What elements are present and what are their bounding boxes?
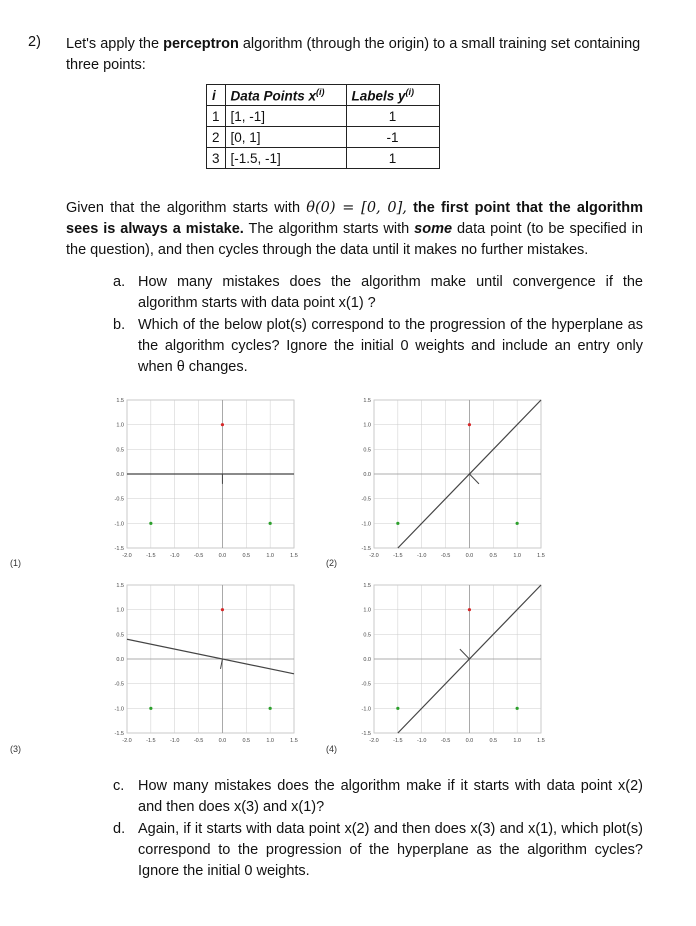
intro-bold: perceptron <box>163 36 239 52</box>
x-tick-label: -0.5 <box>193 553 204 559</box>
cell-point: [-1.5, -1] <box>225 148 346 169</box>
y-tick-label: -1.5 <box>114 546 124 552</box>
negative-point <box>468 608 471 611</box>
x-tick-label: -1.5 <box>393 553 403 559</box>
plots-group <box>10 398 545 754</box>
subquestion-b-text: Which of the below plot(s) correspond to the progression of the hyperplane as the algorithm cycles? Ignore the initial 0 weights and include an entry only when θ changes. <box>138 317 643 375</box>
plot-label: (3) <box>10 744 21 754</box>
given-some: some <box>414 221 453 237</box>
cell-label: -1 <box>346 127 439 148</box>
cell-i: 3 <box>207 148 226 169</box>
y-tick-label: 0.0 <box>363 657 371 663</box>
y-tick-label: 0.0 <box>116 472 124 478</box>
x-tick-label: -0.5 <box>193 738 204 744</box>
y-tick-label: -1.0 <box>114 706 124 713</box>
subquestion-c-label: c. <box>113 778 125 794</box>
x-tick-label: 0.0 <box>465 738 474 744</box>
cell-i: 1 <box>207 106 226 127</box>
y-tick-label: 1.0 <box>363 422 371 429</box>
y-tick-label: 0.0 <box>363 472 371 478</box>
x-tick-label: 0.0 <box>465 553 474 559</box>
subquestion-b <box>113 315 643 379</box>
y-tick-label: 0.5 <box>363 447 371 454</box>
x-tick-label: -1.5 <box>393 738 403 744</box>
x-tick-label: 0.5 <box>489 738 498 744</box>
intro-pre: Let's apply the <box>66 36 164 52</box>
x-tick-label: 1.0 <box>266 738 274 744</box>
positive-point <box>516 707 519 710</box>
x-tick-label: 1.5 <box>537 738 545 744</box>
header-points-text: Data Points x <box>230 88 317 104</box>
y-tick-label: 0.5 <box>116 632 124 639</box>
header-labels <box>346 85 439 106</box>
cell-point: [0, 1] <box>225 127 346 148</box>
header-labels-text: Labels y <box>351 88 406 104</box>
x-tick-label: 1.5 <box>537 553 545 559</box>
y-tick-label: -1.5 <box>361 546 371 552</box>
negative-point <box>468 423 471 426</box>
x-tick-label: -1.0 <box>169 553 180 559</box>
subquestion-d <box>113 819 643 883</box>
subquestion-a <box>113 272 643 316</box>
y-tick-label: 1.0 <box>363 607 371 614</box>
question-intro <box>66 34 656 76</box>
cell-label: 1 <box>346 148 439 169</box>
plot-label: (1) <box>10 558 21 568</box>
y-tick-label: -0.5 <box>114 496 124 503</box>
plot-label: (2) <box>326 558 337 568</box>
y-tick-label: -1.5 <box>361 731 371 737</box>
y-tick-label: -1.0 <box>361 521 371 528</box>
given-bold: the first point that the algorithm sees is always a mistake. <box>66 200 643 237</box>
subquestion-c-text: How many mistakes does the algorithm make if it starts with data point x(2) and then does x(3) and x(1)? <box>138 778 643 815</box>
subquestion-a-text: How many mistakes does the algorithm make until convergence if the algorithm starts with data point x(1) ? <box>138 274 643 311</box>
x-tick-label: 1.5 <box>290 553 298 559</box>
table-row <box>207 106 440 127</box>
subquestion-c <box>113 776 643 820</box>
x-tick-label: 0.5 <box>242 553 251 559</box>
positive-point <box>269 707 272 710</box>
positive-point <box>516 522 519 525</box>
header-labels-sup: (i) <box>405 86 415 97</box>
x-tick-label: 0.5 <box>489 553 498 559</box>
y-tick-label: -1.0 <box>361 706 371 713</box>
theta-expression: θ(0) = [0, 0], <box>306 200 407 216</box>
x-tick-label: -2.0 <box>369 553 379 559</box>
subquestion-a-label: a. <box>113 274 126 290</box>
training-set-table <box>206 84 440 169</box>
intro-post: algorithm (through the origin) to a small training set containing three points: <box>66 36 641 73</box>
y-tick-label: 1.0 <box>116 422 124 429</box>
table-row <box>207 148 440 169</box>
x-tick-label: 1.0 <box>513 738 521 744</box>
given-p3: The algorithm starts with <box>243 221 415 237</box>
y-tick-label: 1.5 <box>116 398 124 404</box>
given-p4: data point (to be specified in the question), and then cycles through the data until it makes no further mistakes. <box>66 221 643 258</box>
x-tick-label: -2.0 <box>122 553 132 559</box>
given-paragraph <box>66 198 643 261</box>
header-i: i <box>207 85 226 106</box>
header-points <box>225 85 346 106</box>
x-tick-label: 0.5 <box>242 738 251 744</box>
y-tick-label: -1.0 <box>114 521 124 528</box>
y-tick-label: 0.5 <box>116 447 124 454</box>
x-tick-label: -2.0 <box>122 738 132 744</box>
x-tick-label: -1.0 <box>416 553 427 559</box>
y-tick-label: 0.5 <box>363 632 371 639</box>
subquestion-d-text: Again, if it starts with data point x(2) and then does x(3) and x(1), which plot(s) correspond to the progression of the hyperplane as the algorithm cycles? Ignore the initial 0 weights. <box>138 821 643 879</box>
positive-point <box>149 522 152 525</box>
positive-point <box>396 522 399 525</box>
negative-point <box>221 608 224 611</box>
table-row <box>207 127 440 148</box>
cell-point: [1, -1] <box>225 106 346 127</box>
header-points-sup: (i) <box>316 86 325 97</box>
question-number: 2) <box>28 34 41 50</box>
y-tick-label: 0.0 <box>116 657 124 663</box>
table-header-row <box>207 85 440 106</box>
y-tick-label: -0.5 <box>361 681 371 688</box>
x-tick-label: 0.0 <box>218 738 227 744</box>
cell-label: 1 <box>346 106 439 127</box>
y-tick-label: -0.5 <box>114 681 124 688</box>
x-tick-label: -2.0 <box>369 738 379 744</box>
cell-i: 2 <box>207 127 226 148</box>
x-tick-label: -1.0 <box>169 738 180 744</box>
y-tick-label: -0.5 <box>361 496 371 503</box>
subquestion-b-label: b. <box>113 317 126 333</box>
y-tick-label: 1.5 <box>116 583 124 589</box>
negative-point <box>221 423 224 426</box>
y-tick-label: -1.5 <box>114 731 124 737</box>
positive-point <box>396 707 399 710</box>
given-p1: Given that the algorithm starts with <box>66 200 307 216</box>
x-tick-label: 1.0 <box>513 553 521 559</box>
x-tick-label: -0.5 <box>440 553 451 559</box>
plot-label: (4) <box>326 744 337 754</box>
x-tick-label: -1.5 <box>146 738 156 744</box>
plots-figure <box>0 390 696 770</box>
x-tick-label: -0.5 <box>440 738 451 744</box>
x-tick-label: -1.0 <box>416 738 427 744</box>
x-tick-label: 1.5 <box>290 738 298 744</box>
y-tick-label: 1.5 <box>363 398 371 404</box>
x-tick-label: 0.0 <box>218 553 227 559</box>
positive-point <box>149 707 152 710</box>
y-tick-label: 1.0 <box>116 607 124 614</box>
positive-point <box>269 522 272 525</box>
x-tick-label: -1.5 <box>146 553 156 559</box>
x-tick-label: 1.0 <box>266 553 274 559</box>
y-tick-label: 1.5 <box>363 583 371 589</box>
subquestion-d-label: d. <box>113 821 126 837</box>
